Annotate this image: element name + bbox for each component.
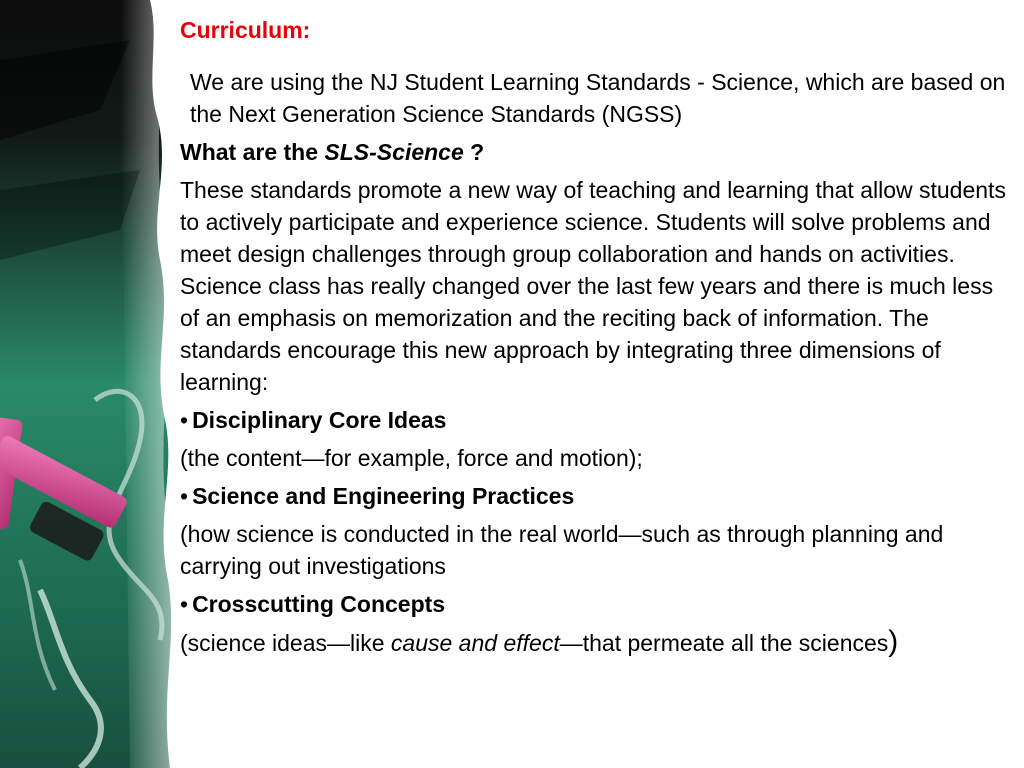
question-heading xyxy=(180,136,1010,168)
bullet-marker: • xyxy=(180,407,189,433)
slide-content xyxy=(180,14,1010,665)
bullet-description xyxy=(180,626,1010,659)
bullet-marker: • xyxy=(180,591,189,617)
desc-italic: cause and effect xyxy=(390,630,560,656)
bullet-title: Science and Engineering Practices xyxy=(192,483,575,509)
desc-close: ) xyxy=(888,625,899,658)
bullet-item-practices xyxy=(180,480,1010,512)
desc-prefix: (science ideas—like xyxy=(180,630,391,656)
bullet-item-crosscutting xyxy=(180,588,1010,620)
question-prefix: What are the xyxy=(180,139,325,165)
desc-suffix: —that permeate all the sciences xyxy=(559,630,889,656)
bullet-title: Crosscutting Concepts xyxy=(192,591,446,617)
bullet-item-core-ideas xyxy=(180,404,1010,436)
bullet-marker: • xyxy=(180,483,189,509)
bullet-title: Disciplinary Core Ideas xyxy=(192,407,447,433)
question-suffix: ? xyxy=(463,139,485,165)
intro-paragraph: We are using the NJ Student Learning Standards - Science, which are based on the Next Generation Science Standards (NGSS) xyxy=(190,69,1006,127)
question-italic: SLS-Science xyxy=(324,139,464,165)
chalkboard-decoration xyxy=(0,0,200,768)
body-paragraph: These standards promote a new way of teaching and learning that allow students to actively participate and experience science. Students will solve problems and meet design challenges through group collaboration and hands on activities. Science class has really changed over the last few years and there is much less of an emphasis on memorization and the reciting back of information. The standards encourage this new approach by integrating three dimensions of learning: xyxy=(180,177,1006,395)
slide-heading: Curriculum: xyxy=(180,17,311,43)
bullet-description: (the content—for example, force and motion); xyxy=(180,445,643,471)
bullet-description: (how science is conducted in the real world—such as through planning and carrying out investigations xyxy=(180,521,944,579)
